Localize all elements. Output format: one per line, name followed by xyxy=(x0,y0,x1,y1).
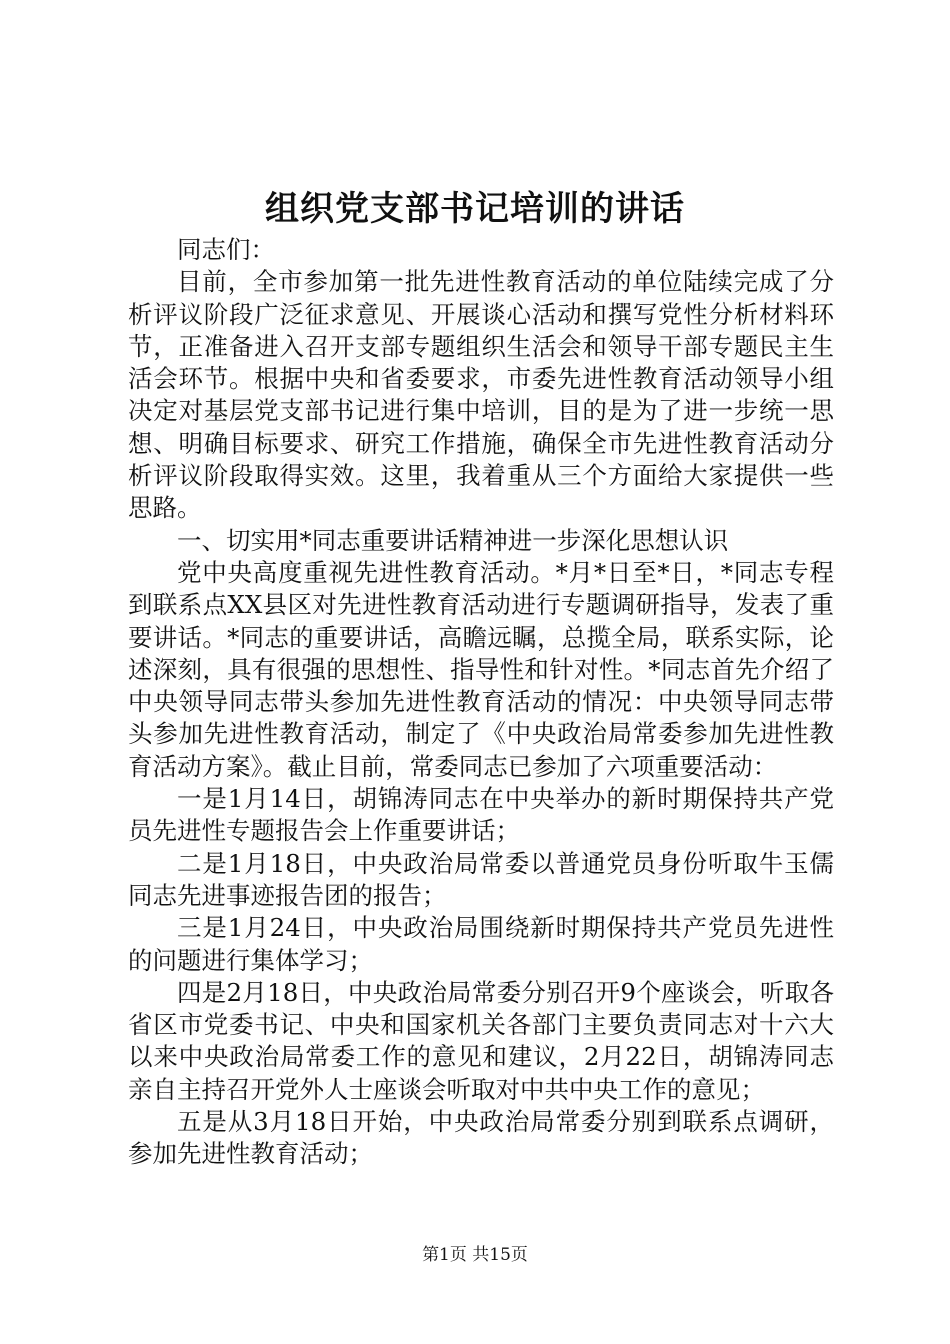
page-title: 组织党支部书记培训的讲话 xyxy=(265,189,685,229)
salutation: 同志们： xyxy=(177,235,275,264)
document-body xyxy=(128,234,834,1171)
list-item-5: 五是从3月18日开始，中央政治局常委分别到联系点调研，参加先进性教育活动； xyxy=(128,1107,834,1169)
list-item-4: 四是2月18日，中央政治局常委分别召开9个座谈会，听取各省区市党委书记、中央和国家机关各部门主要负责同志对十六大以来中央政治局常委工作的意见和建议，2月22日，胡锦涛同志亲自主持召开党外人士座谈会听取对中共中央工作的意见； xyxy=(128,977,834,1104)
list-item-2: 二是1月18日，中央政治局常委以普通党员身份听取牛玉儒同志先进事迹报告团的报告； xyxy=(128,848,834,910)
list-item-1: 一是1月14日，胡锦涛同志在中央举办的新时期保持共产党员先进性专题报告会上作重要讲话； xyxy=(128,784,834,846)
page-number-footer: 第1页 共15页 xyxy=(422,1245,528,1265)
paragraph-body: 党中央高度重视先进性教育活动。*月*日至*日，*同志专程到联系点XX县区对先进性教育活动进行专题调研指导，发表了重要讲话。*同志的重要讲话，高瞻远瞩，总揽全局，联系实际，论述深刻，具有很强的思想性、指导性和针对性。*同志首先介绍了中央领导同志带头参加先进性教育活动的情况：中央领导同志带头参加先进性教育活动，制定了《中央政治局常委参加先进性教育活动方案》。截止目前，常委同志已参加了六项重要活动： xyxy=(128,557,834,781)
paragraph-intro: 目前，全市参加第一批先进性教育活动的单位陆续完成了分析评议阶段广泛征求意见、开展谈心活动和撰写党性分析材料环节，正准备进入召开支部专题组织生活会和领导干部专题民主生活会环节。根据中央和省委要求，市委先进性教育活动领导小组决定对基层党支部书记进行集中培训，目的是为了进一步统一思想、明确目标要求、研究工作措施，确保全市先进性教育活动分析评议阶段取得实效。这里，我着重从三个方面给大家提供一些思路。 xyxy=(128,267,834,523)
list-item-3: 三是1月24日，中央政治局围绕新时期保持共产党员先进性的问题进行集体学习； xyxy=(128,913,834,975)
section-heading-1: 一、切实用*同志重要讲话精神进一步深化思想认识 xyxy=(177,525,729,555)
